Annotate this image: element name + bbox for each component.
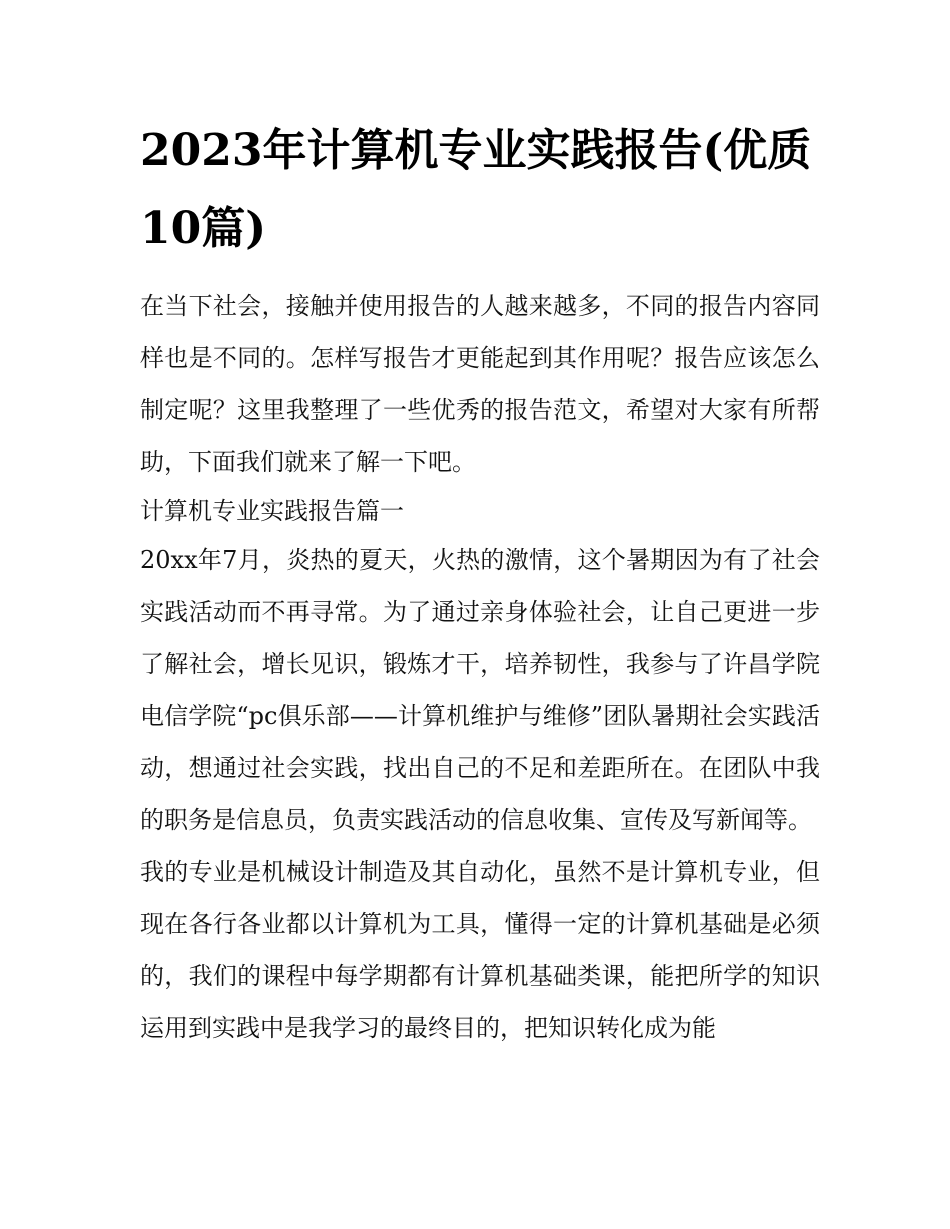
- document-body: [140, 280, 820, 1054]
- body-paragraph-2: 我的专业是机械设计制造及其自动化，虽然不是计算机专业，但现在各行各业都以计算机为工具，懂得一定的计算机基础是必须的，我们的课程中每学期都有计算机基础类课，能把所学的知识运用到实践中是我学习的最终目的，把知识转化成为能: [140, 858, 820, 1042]
- intro-paragraph: 在当下社会，接触并使用报告的人越来越多，不同的报告内容同样也是不同的。怎样写报告才更能起到其作用呢？报告应该怎么制定呢？这里我整理了一些优秀的报告范文，希望对大家有所帮助，下面我们就来了解一下吧。: [140, 292, 820, 476]
- document-title: 2023年计算机专业实践报告(优质10篇): [140, 125, 812, 254]
- body-paragraph-1: 20xx年7月，炎热的夏天，火热的激情，这个暑期因为有了社会实践活动而不再寻常。为了通过亲身体验社会，让自己更进一步了解社会，增长见识，锻炼才干，培养韧性，我参与了许昌学院电信学院“pc俱乐部——计算机维护与维修”团队暑期社会实践活动，想通过社会实践，找出自己的不足和差距所在。在团队中我的职务是信息员，负责实践活动的信息收集、宣传及写新闻等。: [140, 546, 820, 834]
- section-heading: 计算机专业实践报告篇一: [140, 497, 404, 525]
